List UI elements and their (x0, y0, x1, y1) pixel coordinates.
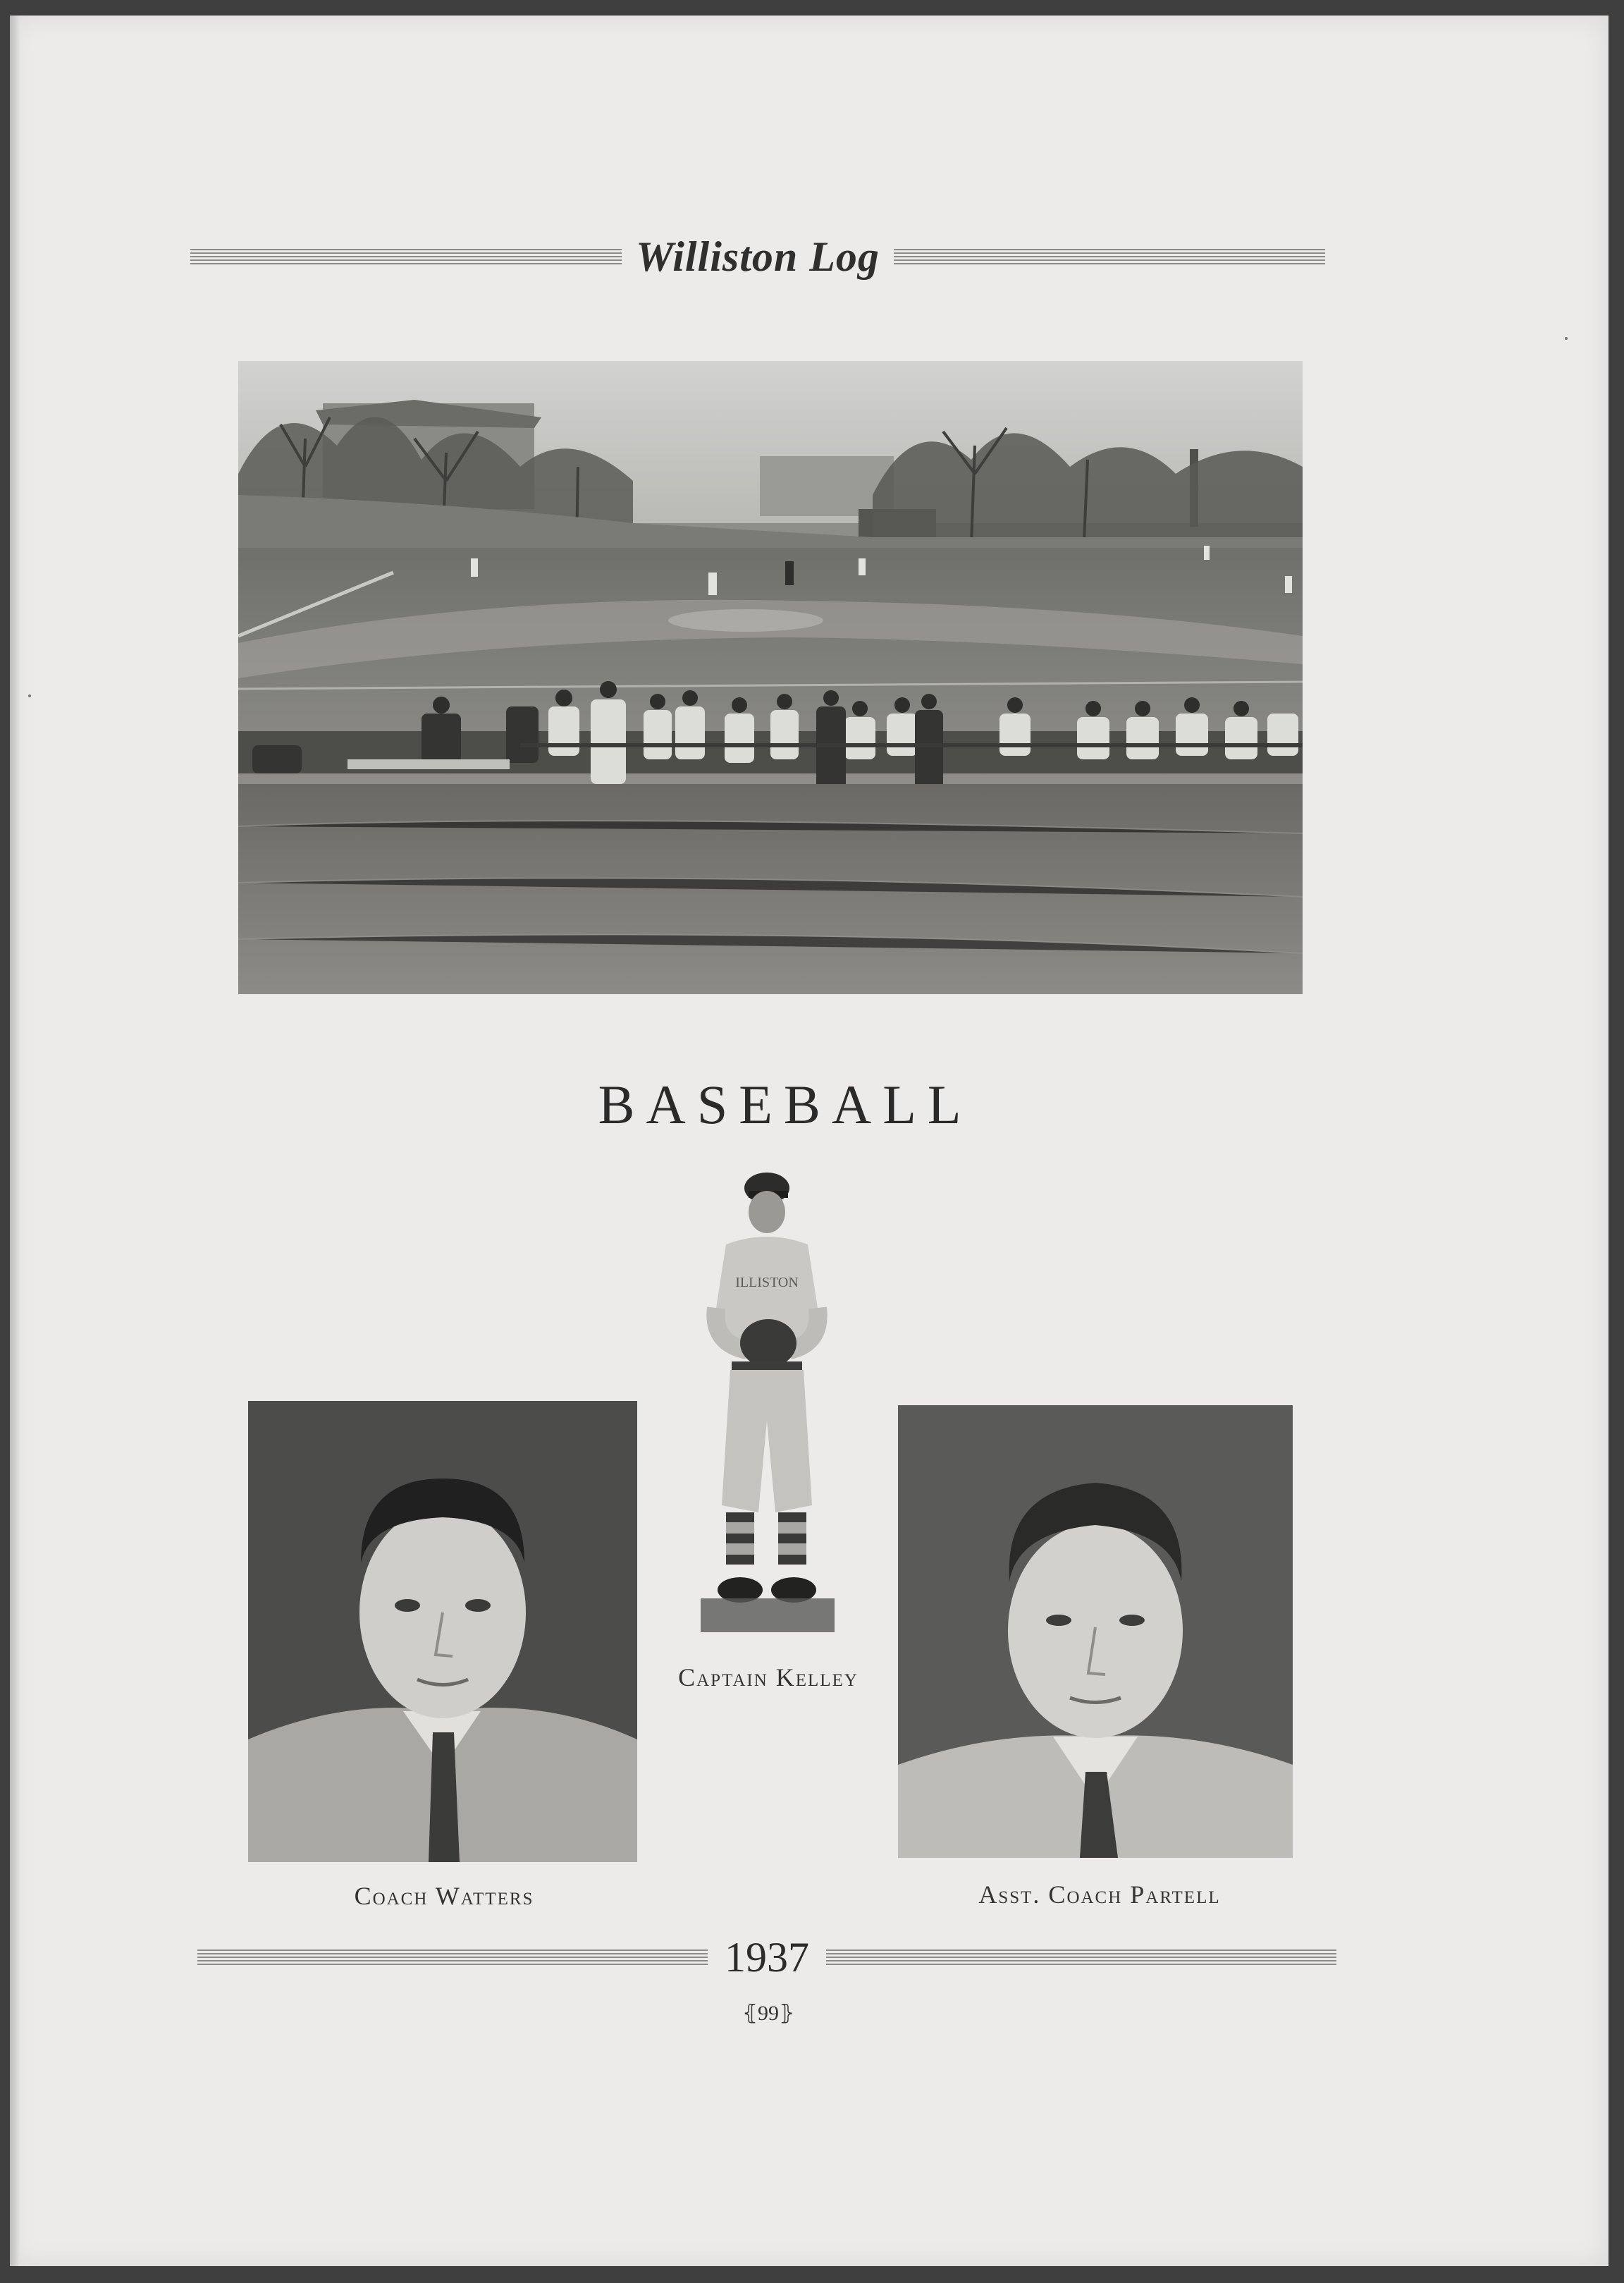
baseball-field-photo (238, 361, 1303, 994)
field-photo-illustration (238, 361, 1303, 994)
captain-figure (684, 1167, 849, 1646)
footer-rule-right (826, 1950, 1336, 1966)
caption-coach-right: Asst. Coach Partell (978, 1880, 1221, 1909)
publication-title: Williston Log (636, 233, 880, 280)
page-number-value: 99 (758, 2002, 779, 2025)
portrait-illustration-left (248, 1401, 637, 1862)
caption-captain: Captain Kelley (678, 1663, 859, 1691)
coach-partell-portrait (898, 1405, 1293, 1858)
scan-speck (1565, 337, 1568, 340)
header-rule-left (190, 249, 622, 266)
svg-text:ILLISTON: ILLISTON (735, 1275, 799, 1290)
page-number-brace-left: ⦃ (742, 2001, 758, 2026)
coach-watters-portrait (248, 1401, 637, 1862)
page-number (0, 2001, 1537, 2026)
page-number-brace-right: ⦄ (779, 2001, 795, 2026)
running-footer (197, 1933, 1336, 1982)
page-binding-edge (10, 16, 20, 2266)
scan-speck (28, 694, 31, 697)
header-rule-right (894, 249, 1325, 266)
footer-rule-left (197, 1950, 708, 1966)
captain-photo (684, 1167, 849, 1646)
caption-coach-left: Coach Watters (354, 1882, 534, 1910)
footer-year: 1937 (725, 1934, 809, 1981)
portrait-illustration-right (898, 1405, 1293, 1858)
running-header (190, 233, 1325, 281)
section-title: BASEBALL (598, 1074, 973, 1135)
yearbook-page (10, 16, 1608, 2266)
